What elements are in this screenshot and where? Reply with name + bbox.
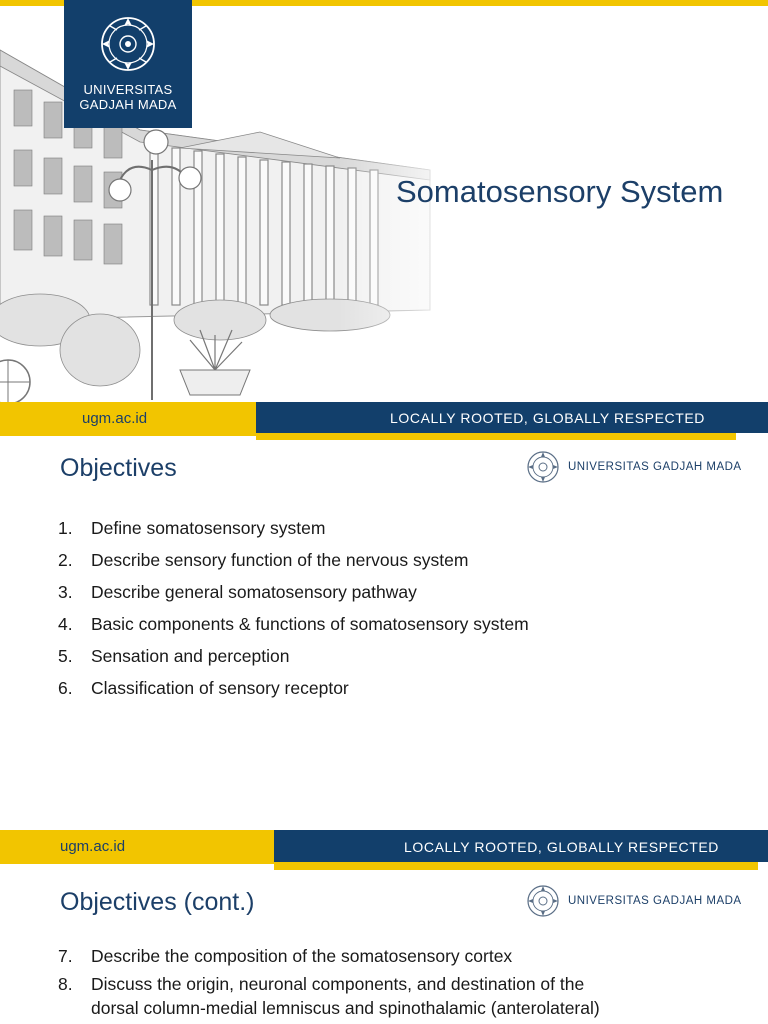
item-text: Sensation and perception — [91, 646, 290, 666]
item-number: 7. — [58, 946, 73, 966]
item-text-continued: dorsal column-medial lemniscus and spinothalamic (anterolateral) — [91, 998, 600, 1018]
item-text: Discuss the origin, neuronal components, and destination of the — [91, 974, 585, 994]
ugm-seal-small-icon — [526, 884, 560, 918]
ugm-seal-small-icon — [526, 450, 560, 484]
item-text: Classification of sensory receptor — [91, 678, 349, 698]
item-number: 8. — [58, 974, 73, 994]
footer-website-link[interactable]: ugm.ac.id — [60, 838, 126, 855]
objectives-list — [58, 512, 529, 704]
brand-text: UNIVERSITAS GADJAH MADA — [568, 461, 742, 473]
title-slide — [0, 0, 768, 440]
item-number: 4. — [58, 614, 73, 634]
item-number: 6. — [58, 678, 73, 698]
slide-heading: Objectives (cont.) — [60, 888, 255, 916]
list-item — [58, 972, 600, 1020]
item-number: 3. — [58, 582, 73, 602]
slide-heading: Objectives — [60, 454, 177, 482]
footer-yellow-underline — [256, 433, 736, 440]
list-item — [58, 940, 600, 972]
objectives-cont-slide — [0, 870, 768, 1024]
university-logo-block — [64, 0, 192, 128]
slide-footer — [0, 830, 768, 870]
item-number: 2. — [58, 550, 73, 570]
slide-footer — [0, 402, 768, 440]
item-number: 5. — [58, 646, 73, 666]
list-item — [58, 608, 529, 640]
item-text: Describe sensory function of the nervous system — [91, 550, 469, 570]
item-text: Describe the composition of the somatosensory cortex — [91, 946, 513, 966]
item-text: Describe general somatosensory pathway — [91, 582, 417, 602]
objectives-list — [58, 940, 600, 1020]
footer-motto: LOCALLY ROOTED, GLOBALLY RESPECTED — [404, 839, 720, 855]
brand-text: UNIVERSITAS GADJAH MADA — [568, 895, 742, 907]
footer-yellow-band — [0, 830, 274, 864]
university-logo-text — [64, 82, 192, 112]
list-item — [58, 672, 529, 704]
item-text: Define somatosensory system — [91, 518, 326, 538]
footer-website-link[interactable]: ugm.ac.id — [82, 410, 148, 427]
item-text: Basic components & functions of somatosensory system — [91, 614, 529, 634]
slide-title: Somatosensory System — [396, 174, 724, 209]
item-text-wrap — [91, 972, 600, 1020]
brand-logo — [526, 450, 742, 484]
logo-line-1: UNIVERSITAS — [83, 82, 173, 97]
logo-line-2: GADJAH MADA — [79, 97, 177, 112]
list-item — [58, 576, 529, 608]
ugm-seal-icon — [98, 14, 158, 76]
list-item — [58, 544, 529, 576]
list-item — [58, 640, 529, 672]
objectives-slide — [0, 440, 768, 855]
brand-logo — [526, 884, 742, 918]
item-number: 1. — [58, 518, 73, 538]
footer-motto: LOCALLY ROOTED, GLOBALLY RESPECTED — [390, 410, 706, 426]
footer-yellow-underline — [274, 862, 758, 870]
list-item — [58, 512, 529, 544]
